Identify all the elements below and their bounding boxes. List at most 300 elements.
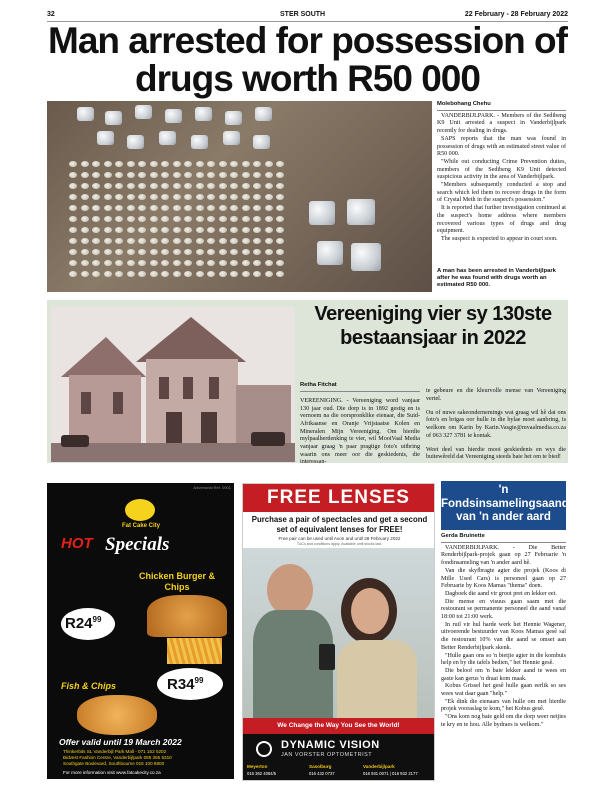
drug-pellet	[69, 194, 77, 200]
drug-pellet	[161, 238, 169, 244]
burger-image	[147, 595, 227, 637]
drug-pellet	[184, 271, 192, 277]
drug-pellet	[92, 271, 100, 277]
drug-pellet	[265, 172, 273, 178]
drug-pellet	[196, 183, 204, 189]
drug-pellet	[230, 161, 238, 167]
drug-pellet	[207, 205, 215, 211]
drug-pellet	[127, 238, 135, 244]
drug-bag	[351, 243, 381, 271]
dynamic-vision-footer	[243, 734, 434, 780]
drug-pellet	[276, 172, 284, 178]
drug-pellet	[173, 172, 181, 178]
fatcake-advert	[47, 483, 234, 779]
station-building-illustration	[51, 307, 295, 462]
drug-bag	[105, 111, 122, 125]
lens-subhead: Purchase a pair of spectacles and get a second set of equivalent lenses for FREE!	[251, 515, 428, 534]
drug-pellet	[207, 183, 215, 189]
lead-paragraph: SAPS reports that the man was found in possession of drugs with an estimated street value of R50 000.	[437, 135, 566, 158]
drug-pellet	[219, 260, 227, 266]
drug-pellet	[127, 194, 135, 200]
woman-body	[337, 640, 417, 718]
fondsin-paragraph: VANDERBIJLPARK. - Die Better Renderbijlpark-projek gaan op 27 Februarie 'n fondinsameling van 'n ander aard hê.	[441, 544, 566, 567]
man-face	[267, 564, 313, 616]
drug-pellet	[161, 249, 169, 255]
drug-pellet	[104, 183, 112, 189]
drug-pellet	[230, 205, 238, 211]
item2-price-rand: R34	[167, 676, 195, 693]
drug-pellet	[81, 227, 89, 233]
drug-pellet	[219, 194, 227, 200]
drug-pellet	[127, 260, 135, 266]
drug-pellet	[265, 249, 273, 255]
publication-name: STER SOUTH	[280, 11, 326, 18]
drug-pellet	[69, 238, 77, 244]
fatcake-brand: Fat Cake City	[121, 523, 160, 529]
drug-pellet	[230, 260, 238, 266]
drug-pellet	[138, 205, 146, 211]
drug-pellet	[150, 216, 158, 222]
vereeniging-paragraph: te gebeure en die kleurvolle mense van Vereeniging vertel.	[426, 388, 566, 402]
drug-bag	[255, 107, 272, 121]
drug-pellet	[230, 227, 238, 233]
drug-pellet	[104, 238, 112, 244]
drug-pellet	[173, 194, 181, 200]
chips-image	[167, 638, 222, 664]
drug-pellet	[104, 216, 112, 222]
fondsin-paragraph: "Ons kom nog baie geld om die dorp weer netjies te kry en te hou. Alle bydraes is welkom."	[441, 714, 566, 728]
drug-pellet	[161, 205, 169, 211]
drug-pellet	[219, 183, 227, 189]
drug-pellet	[138, 172, 146, 178]
drug-pellet	[253, 238, 261, 244]
drug-pellet	[253, 194, 261, 200]
lead-byline: Molebohang Chehu	[437, 101, 566, 111]
woman-face	[351, 588, 389, 634]
drug-pellet	[184, 227, 192, 233]
drug-pellet	[161, 260, 169, 266]
drug-pellet	[207, 249, 215, 255]
drug-pellet	[138, 249, 146, 255]
drug-bag	[77, 107, 94, 121]
item1-name: Chicken Burger & Chips	[138, 571, 216, 592]
drug-pellet	[115, 194, 123, 200]
drug-pellet	[253, 183, 261, 189]
drug-pellet	[127, 249, 135, 255]
drug-pellet	[207, 172, 215, 178]
drug-pellet	[196, 205, 204, 211]
drug-pellet	[276, 271, 284, 277]
drug-pellet	[265, 271, 273, 277]
drug-pellet	[253, 271, 261, 277]
drug-pellet	[104, 227, 112, 233]
branch-phone: 016 362 4084/5	[247, 771, 277, 776]
drug-pellet	[115, 216, 123, 222]
drug-pellet	[196, 194, 204, 200]
drug-bag	[165, 109, 182, 123]
couple-photo	[243, 548, 434, 718]
drug-pellet	[242, 260, 250, 266]
drug-pellet	[196, 271, 204, 277]
hot-word: HOT	[61, 535, 93, 552]
drug-bag	[253, 135, 270, 149]
drug-pellet	[242, 161, 250, 167]
lead-paragraph: It is reported that further investigation continued at the suspect's home address where members recovered various types of drugs and drug equipment.	[437, 205, 566, 235]
vereeniging-paragraph: VEREENIGING. - Vereeniging word vanjaar 130 jaar oud. Die dorp is in 1892 gestig en is vernoem na die oorspronklike eienaar, die Suid-Afrikaanse en Oranje Vrijstaatse Kolen en Mineralen Mijn Vereeniging. Om hierdie mylpaalherdenking te vier, wil MooiVaal Media vanjaar graag 'n paar pragtige foto's uitbring waarin ons meer oor die geskiedenis, die interessan-	[300, 397, 420, 466]
location-line: Thinkerbits SL Vanderbijl Park Mall - 071 152 5202	[63, 749, 167, 754]
drug-pellet	[81, 271, 89, 277]
fondsin-paragraph: In ruil vir hul harde werk het Hennie Wagener, uitvoerende bestuurder van Koos Mamas gesê sal die restourant 10% van die aand se omset aan Better Renderbijlpark skenk.	[441, 621, 566, 651]
drug-pellet	[138, 260, 146, 266]
drug-pellet	[196, 216, 204, 222]
drug-pellet	[150, 183, 158, 189]
drug-bag	[97, 131, 114, 145]
drug-pellet	[230, 194, 238, 200]
drug-pellet	[242, 271, 250, 277]
drug-pellet	[219, 161, 227, 167]
drug-pellet	[104, 249, 112, 255]
drug-bag	[225, 111, 242, 125]
drug-pellet	[207, 260, 215, 266]
lead-headline: Man arrested for possession of drugs worth R50 000	[48, 20, 567, 99]
drug-pellet	[184, 183, 192, 189]
drug-pellet	[184, 249, 192, 255]
lead-paragraph: VANDERBIJLPARK. - Members of the Sedibeng K9 Unit arrested a suspect in Vanderbijlpark recently for dealing in drugs.	[437, 112, 566, 135]
drug-pellet	[265, 194, 273, 200]
drug-pellet	[230, 183, 238, 189]
drug-bag	[135, 105, 152, 119]
drug-pellet	[150, 172, 158, 178]
drug-pellet	[276, 205, 284, 211]
phone-icon	[319, 644, 335, 670]
drug-pellet	[276, 238, 284, 244]
drug-pellet	[127, 183, 135, 189]
drug-pellet	[92, 161, 100, 167]
drug-pellet	[265, 227, 273, 233]
drug-pellet	[207, 271, 215, 277]
locations-list	[63, 749, 223, 767]
drug-pellet	[276, 249, 284, 255]
drug-pellet	[207, 161, 215, 167]
branch-phone: 016 931 0071 | 016 932 2177	[363, 771, 418, 776]
lens-fine-print: T&Cs and conditions apply. Available until stocks last.	[296, 542, 383, 546]
drug-pellet	[69, 216, 77, 222]
drug-pellet	[265, 161, 273, 167]
drug-pellet	[104, 161, 112, 167]
location-line: Southgate Boulevard, Southbourne 016 100 8800	[63, 761, 165, 766]
drug-pellet	[81, 216, 89, 222]
drug-pellet	[104, 260, 112, 266]
drug-pellet	[127, 227, 135, 233]
eye-logo-icon	[256, 741, 272, 757]
drug-pellet	[138, 194, 146, 200]
specials-word: Specials	[105, 534, 170, 555]
page-number: 32	[47, 11, 55, 18]
drug-pellet	[242, 194, 250, 200]
drug-pellet	[138, 227, 146, 233]
vereeniging-paragraph: Weet deel van hierdie mooi geskiedenis en wys die buitewêreld dat Vereeniging steeds baie het om te bied!	[426, 446, 566, 461]
item2-price	[167, 676, 203, 693]
drug-pellet	[92, 183, 100, 189]
drug-pellet	[150, 194, 158, 200]
drug-pellet	[161, 227, 169, 233]
drug-pellet	[92, 172, 100, 178]
drug-pellet	[173, 205, 181, 211]
drug-pellet	[69, 227, 77, 233]
lens-terms: Free pair can be used until Avon and until 28 February 2022	[278, 536, 401, 541]
drug-pellet	[69, 161, 77, 167]
drug-pellet	[81, 161, 89, 167]
historic-station-photo	[51, 307, 295, 462]
drug-pellet	[276, 216, 284, 222]
drug-bag	[191, 135, 208, 149]
drug-pellet	[219, 205, 227, 211]
fish-image	[77, 695, 157, 735]
drug-pellet	[253, 227, 261, 233]
drug-pellet	[219, 216, 227, 222]
fondsin-paragraph: Dagboek die aand vir groot pret en lekker eet.	[445, 590, 557, 597]
drug-pellet	[69, 183, 77, 189]
drug-pellet	[138, 183, 146, 189]
drug-pellet	[69, 271, 77, 277]
lens-tagline: JAN VORSTER OPTOMETRIST	[281, 752, 373, 758]
lead-paragraph: "Members subsequently conducted a stop and search which led them to recover drugs in the form of Crystal Meth in the suspect's possession."	[437, 182, 566, 204]
drug-pellet	[265, 216, 273, 222]
drug-bag	[223, 131, 240, 145]
drug-bag	[347, 199, 375, 225]
location-line: Bidvest Fashion Centre, Vanderbijlpark 085 365 5310	[63, 755, 172, 760]
vereeniging-story-col1	[300, 382, 420, 473]
free-lenses-banner: FREE LENSES	[243, 484, 434, 512]
drug-pellet	[92, 205, 100, 211]
drug-pellet	[207, 194, 215, 200]
drug-bag	[127, 135, 144, 149]
drug-pellet	[184, 194, 192, 200]
drug-pellet	[276, 161, 284, 167]
drug-pellet	[219, 227, 227, 233]
fondsin-byline: Gerda Bruinette	[441, 533, 566, 543]
drug-pellet	[81, 249, 89, 255]
issue-date: 22 February - 28 February 2022	[464, 11, 568, 18]
fondsin-paragraph: Van die skyfbragte agter die projek (Koos di Mille Used Cars) is personeel gaan op 27 Februarie by Koos Mamas "thema" doen.	[441, 567, 566, 590]
drug-pellet	[104, 172, 112, 178]
fondsin-paragraph: "Hulle gaan ons so 'n bietjie agter in die kombuis help en by die tafels bedien," het Hennie gesê.	[441, 652, 566, 667]
drug-pellet	[173, 227, 181, 233]
fondsin-paragraph: "Ek dink die eienaars van hulle om met hierdie projek vooraslag te kom," het Kobus gesê.	[441, 698, 566, 713]
drug-pellet	[92, 260, 100, 266]
drug-pellet	[161, 271, 169, 277]
drug-pellet	[150, 249, 158, 255]
fatcake-logo-icon	[125, 499, 155, 521]
advert-tag: Advertorial Ref. 0001	[193, 485, 231, 490]
drug-pellet	[115, 205, 123, 211]
drug-pellet	[230, 249, 238, 255]
branch-name: Vanderbijlpark	[363, 764, 395, 769]
drug-pellet	[115, 183, 123, 189]
drug-pellet	[150, 238, 158, 244]
drug-pellet	[276, 183, 284, 189]
drug-pellet	[150, 271, 158, 277]
drug-pellet	[173, 216, 181, 222]
drug-pellet	[184, 161, 192, 167]
lens-slogan: We Change the Way You See the World!	[243, 718, 434, 734]
item1-price-rand: R24	[65, 615, 93, 632]
drug-pellet	[242, 238, 250, 244]
lead-story	[437, 101, 566, 244]
drug-pellet	[196, 172, 204, 178]
drug-pellet	[150, 205, 158, 211]
drug-pellet	[184, 260, 192, 266]
drug-pellet	[127, 205, 135, 211]
drug-pellet	[242, 183, 250, 189]
drug-pellet	[253, 161, 261, 167]
drug-pellet	[69, 205, 77, 211]
drug-pellet	[242, 249, 250, 255]
drug-pellet	[173, 271, 181, 277]
drugs-photo	[47, 101, 432, 292]
drug-pellet	[104, 194, 112, 200]
drug-pellet	[219, 238, 227, 244]
lens-brand: DYNAMIC VISION	[281, 739, 380, 751]
drug-pellet	[127, 161, 135, 167]
drug-pellet	[242, 205, 250, 211]
drug-pellet	[230, 271, 238, 277]
drug-pellet	[104, 271, 112, 277]
fondsin-paragraph: Die mense en visuus gaan saam met die restourant se permanente personeel die aand vanaf 18:00 tot 21:00 werk.	[441, 598, 566, 621]
drug-pellet	[69, 172, 77, 178]
drug-pellet	[253, 260, 261, 266]
drug-pellet	[127, 216, 135, 222]
drug-pellet	[219, 271, 227, 277]
drug-pellet	[115, 227, 123, 233]
vereeniging-story-col2	[426, 382, 566, 468]
drug-pellet	[81, 238, 89, 244]
drug-pellet	[196, 238, 204, 244]
drug-bag	[317, 241, 343, 265]
drug-pellet	[219, 172, 227, 178]
drug-pellet	[92, 227, 100, 233]
drug-pellet	[265, 205, 273, 211]
drug-pellet	[173, 161, 181, 167]
branch-name: Meyerton	[247, 764, 268, 769]
item2-price-cents: 99	[194, 676, 204, 685]
lenses-advert	[242, 483, 435, 781]
drug-pellet	[265, 238, 273, 244]
drug-pellet	[115, 249, 123, 255]
drug-pellet	[196, 249, 204, 255]
drug-pellet	[184, 205, 192, 211]
drug-pellet	[242, 227, 250, 233]
drug-pellet	[161, 161, 169, 167]
drug-pellet	[115, 172, 123, 178]
fondsin-paragraph: Kobus Grissel het gesê hulle gaan eerlik so ses wees wat daar gaan "help."	[441, 683, 566, 698]
drug-pellet	[230, 172, 238, 178]
drug-pellet	[196, 260, 204, 266]
drug-pellet	[242, 216, 250, 222]
drug-pellet	[115, 271, 123, 277]
drug-pellet	[92, 249, 100, 255]
drug-bag	[309, 201, 335, 225]
drug-pellet	[138, 238, 146, 244]
drug-pellet	[276, 227, 284, 233]
drug-pellet	[138, 271, 146, 277]
drug-pellet	[184, 216, 192, 222]
drug-pellet	[81, 183, 89, 189]
drug-pellet	[150, 161, 158, 167]
branch-phone: 016 432 0737	[309, 771, 335, 776]
drug-pellet	[81, 205, 89, 211]
lead-paragraph: The suspect is expected to appear in court soon.	[441, 235, 558, 242]
drug-pellet	[69, 249, 77, 255]
drug-pellet	[253, 205, 261, 211]
drug-pellet	[173, 249, 181, 255]
fondsin-headline: 'n Fondsinsamelingsaand van 'n ander aard	[441, 481, 566, 530]
drug-pellet	[115, 238, 123, 244]
drug-pellet	[265, 183, 273, 189]
fondsin-story	[441, 533, 566, 730]
drug-pellet	[92, 194, 100, 200]
drug-pellet	[138, 216, 146, 222]
drug-pellet	[230, 238, 238, 244]
drug-pellet	[115, 260, 123, 266]
branch-name: Sasolburg	[309, 764, 332, 769]
lead-paragraph: "While out conducting Crime Prevention duties, members of the Sedibeng K9 Unit detected suspicious activity in the area of Vanderbijlpark.	[437, 158, 566, 181]
drug-pellet	[253, 172, 261, 178]
drug-pellet	[150, 260, 158, 266]
drug-pellet	[115, 161, 123, 167]
drug-pellet	[276, 194, 284, 200]
drug-pellet	[92, 238, 100, 244]
drug-pellet	[184, 238, 192, 244]
drug-bag	[195, 107, 212, 121]
lead-photo-caption: A man has been arrested in Vanderbijlpark after he was found with drugs worth an estimated R50 000.	[437, 268, 556, 288]
drug-pellet	[184, 172, 192, 178]
drug-pellet	[196, 227, 204, 233]
drug-pellet	[69, 260, 77, 266]
drug-pellet	[161, 172, 169, 178]
drug-pellet	[81, 260, 89, 266]
drug-pellet	[207, 238, 215, 244]
fondsin-paragraph: Die beloof om 'n baie lekker aand te wees en gaste kan gerus 'n draai kom maak.	[441, 667, 566, 682]
drug-pellet	[161, 183, 169, 189]
drug-pellet	[138, 161, 146, 167]
drug-pellet	[207, 227, 215, 233]
item2-name: Fish & Chips	[61, 681, 117, 691]
drug-pellet	[253, 249, 261, 255]
item1-price-cents: 99	[92, 615, 102, 624]
drug-pellet	[207, 216, 215, 222]
drug-pellet	[219, 249, 227, 255]
vereeniging-byline: Retha Fitchat	[300, 382, 420, 392]
vereeniging-headline: Vereeniging vier sy 130ste bestaansjaar in 2022	[314, 303, 552, 349]
drug-pellet	[81, 194, 89, 200]
drug-pellet	[173, 183, 181, 189]
offer-text: Offer valid until 19 March 2022	[59, 737, 182, 747]
drug-pellet	[173, 238, 181, 244]
vereeniging-paragraph: Ou of nuwe sakeondernemings wat graag wil hê dat ons foto's en brigas oor hulle in die bylae moet aanbring, is welkom om Karin by Karin.Vasgie@mvaalmedia.co.za of 063 327 3781 te kontak.	[426, 409, 566, 439]
drug-bag	[159, 131, 176, 145]
drug-pellet	[230, 216, 238, 222]
drug-pellet	[161, 216, 169, 222]
drug-pellet	[173, 260, 181, 266]
drug-pellet	[104, 205, 112, 211]
more-info: For more information visit www.fatcakecity.co.za	[63, 770, 161, 775]
drug-pellet	[92, 216, 100, 222]
drug-pellet	[253, 216, 261, 222]
drug-pellet	[127, 172, 135, 178]
drug-pellet	[276, 260, 284, 266]
drug-pellet	[242, 172, 250, 178]
